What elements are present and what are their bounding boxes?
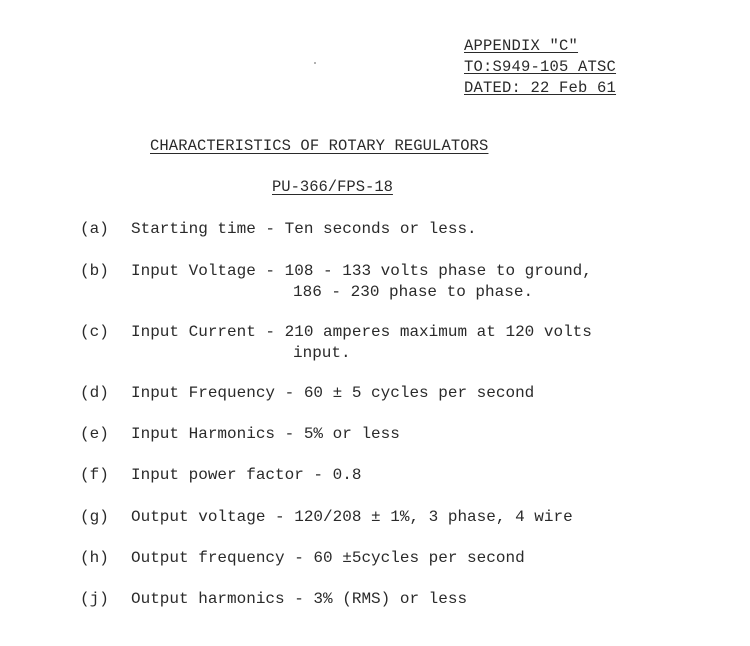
list-item-h <box>80 548 525 569</box>
appendix-label: APPENDIX "C" <box>464 37 579 55</box>
item-letter: (c) <box>80 323 109 341</box>
item-text: Input power factor - 0.8 <box>131 466 362 484</box>
item-continuation: 186 - 230 phase to phase. <box>293 283 534 301</box>
page-title: CHARACTERISTICS OF ROTARY REGULATORS <box>150 137 489 155</box>
list-item-c <box>80 322 592 364</box>
list-item-j <box>80 589 467 610</box>
item-letter: (a) <box>80 220 109 238</box>
item-text: Input Current - 210 amperes maximum at 120 volts <box>131 323 592 341</box>
item-text: Starting time - Ten seconds or less. <box>131 220 477 238</box>
item-letter: (d) <box>80 384 109 402</box>
list-item-a <box>80 219 477 240</box>
item-letter: (f) <box>80 466 109 484</box>
scan-speck <box>314 62 316 64</box>
document-date: DATED: 22 Feb 61 <box>464 79 617 97</box>
item-letter: (g) <box>80 508 109 526</box>
item-letter: (b) <box>80 262 109 280</box>
item-text: Output frequency - 60 ±5cycles per second <box>131 549 525 567</box>
list-item-f <box>80 465 361 486</box>
appendix-header <box>464 36 616 99</box>
item-text: Input Voltage - 108 - 133 volts phase to ground, <box>131 262 592 280</box>
list-item-d <box>80 383 534 404</box>
list-item-g <box>80 507 573 528</box>
list-item-e <box>80 424 400 445</box>
item-text: Output voltage - 120/208 ± 1%, 3 phase, 4 wire <box>131 508 573 526</box>
page-subtitle: PU-366/FPS-18 <box>272 178 393 196</box>
item-continuation: input. <box>293 344 351 362</box>
item-text: Input Harmonics - 5% or less <box>131 425 400 443</box>
list-item-b <box>80 261 592 303</box>
item-letter: (e) <box>80 425 109 443</box>
item-letter: (j) <box>80 590 109 608</box>
item-letter: (h) <box>80 549 109 567</box>
item-text: Input Frequency - 60 ± 5 cycles per second <box>131 384 535 402</box>
item-text: Output harmonics - 3% (RMS) or less <box>131 590 468 608</box>
document-reference: TO:S949-105 ATSC <box>464 58 617 76</box>
